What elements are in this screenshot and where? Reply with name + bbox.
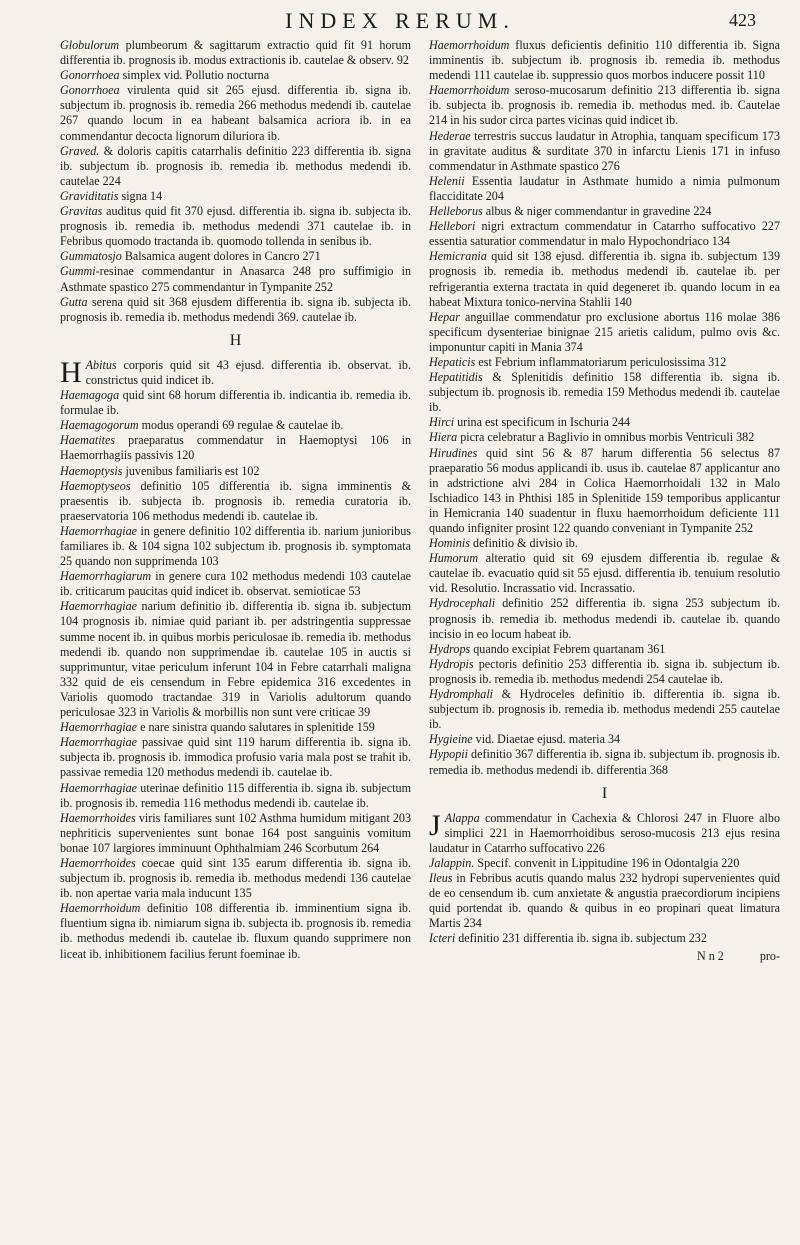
index-entry: [429, 657, 780, 687]
index-entry: [60, 355, 411, 389]
entry-text: alteratio quid sit 69 ejusdem differentia ib. regulae & cautelae ib. evacuatio quid sit 55 ejusd. differentia ib. tenuium resolutio vid. Resolutio. Incrassatio vid. Incrassatio.: [429, 551, 780, 596]
entry-headword: Haemagogorum: [60, 418, 139, 433]
index-entry: [429, 355, 780, 370]
entry-headword: Hirci: [429, 415, 455, 430]
entry-text: definitio 108 differentia ib. imminentium signa ib. fluentium signa ib. nimiarum signa ib. subjecta ib. prognosis ib. remedia ib. methodus medendi ib. cautelae ib. fluxum quando supprimere non liceat ib. inhibitionem facilius ferunt foeminae ib.: [60, 901, 411, 961]
entry-headword: Hydropis: [429, 656, 474, 671]
index-entry: [429, 249, 780, 309]
entry-text: coecae quid sint 135 earum differentia ib. signa ib. subjectum ib. prognosis ib. remedia ib. methodus medendi 136 cautelae ib. non apertae varia mala inducunt 135: [60, 855, 411, 901]
entry-headword: Haemorrhoidum: [429, 38, 510, 52]
entry-text: terrestris succus laudatur in Atrophia, tanquam specificum 173 in gravitate auditus & surditate 370 in infarctu Lienis 171 in infuso commendatur in Asthmate spastico 276: [429, 128, 780, 173]
entry-headword: Graved.: [60, 143, 100, 158]
entry-text: picra celebratur a Baglivio in omnibus morbis Ventriculi 382: [457, 430, 755, 445]
entry-headword: Gravitas: [60, 204, 103, 219]
entry-headword: Hiera: [429, 430, 458, 445]
entry-text: quando excipiat Febrem quartanam 361: [470, 641, 666, 656]
entry-text: plumbeorum & sagittarum extractio quid fit 91 horum differentia ib. prognosis ib. modus extractionis ib. cautelae & observ. 92: [60, 38, 411, 68]
index-entry: [60, 781, 411, 811]
entry-text: in Febribus acutis quando malus 232 hydropi supervenientes quid de eo censendum ib. cum anxietate & angustia praecordiorum incipiens quid portendat ib. quando & quibus in eo propinari queat limatura Martis 234: [429, 871, 780, 931]
entry-text: & Splenitidis definitio 158 differentia ib. signa ib. subjectum ib. prognosis ib. remedia 159 Methodus medendi ib. cautelae ib.: [429, 370, 780, 415]
entry-text: anguillae commendatur pro exclusione abortus 116 molae 386 specificum dysenteriae binignae 215 arietis calidum, pulmo ovis &c. imponuntur capiti in Mania 374: [429, 309, 780, 354]
entry-headword: Alappa: [444, 810, 480, 825]
entry-headword: Hellebori: [429, 219, 476, 234]
entry-text: nigri extractum commendatur in Catarrho suffocativo 227 essentia saturatior commendatur in malo Hypochondriaco 134: [429, 219, 780, 249]
entry-headword: Hydromphali: [429, 687, 494, 702]
index-entry: [429, 642, 780, 657]
entry-headword: Haemorrhoidum: [429, 83, 510, 98]
index-entry: [429, 871, 780, 931]
index-entry: [429, 446, 780, 537]
entry-text: commendatur in Cachexia & Chlorosi 247 in Fluore albo simplici 221 in Haemorrhoidibus seroso-mucosis 213 ejus resina laudatur in Catarrho suffocativo 226: [429, 810, 780, 855]
index-entry: [60, 418, 411, 433]
index-entry: [60, 735, 411, 780]
entry-text: juvenibus familiaris est 102: [122, 463, 260, 478]
entry-headword: Gonorrhoea: [60, 68, 120, 83]
entry-headword: Haemorrhoides: [60, 855, 136, 870]
index-entry: [60, 901, 411, 961]
index-entry: [429, 219, 780, 249]
index-entry: [429, 204, 780, 219]
entry-headword: Icteri: [429, 931, 456, 946]
index-entry: [429, 732, 780, 747]
index-entry: [60, 295, 411, 325]
entry-text: passivae quid sint 119 harum differentia ib. signa ib. subjecta ib. prognosis ib. immodica profusio varia mala post se trahit ib. passivae remedia 120 methodus medendi ib. cautelae ib.: [60, 735, 411, 780]
entry-text: & Hydroceles definitio ib. differentia ib. signa ib. subjectum ib. prognosis ib. remedia ib. methodus medendi 255 cautelae ib.: [429, 687, 780, 732]
entry-text: e nare sinistra quando salutares in splenitide 159: [137, 720, 375, 735]
entry-headword: Graviditatis: [60, 188, 119, 203]
entry-headword: Globulorum: [60, 38, 120, 52]
entry-headword: Gummi: [60, 264, 96, 279]
index-entry: [429, 808, 780, 856]
entry-headword: Hominis: [429, 536, 470, 551]
entry-text: -resinae commendantur in Anasarca 248 pro suffimigio in Asthmate spastico 275 commendantur in Tympanite 252: [60, 264, 411, 294]
entry-headword: Haemagoga: [60, 388, 120, 403]
entry-text: definitio 367 differentia ib. signa ib. subjectum ib. prognosis ib. remedia ib. methodus medendi ib. differentia 368: [429, 747, 780, 777]
index-entry: [60, 189, 411, 204]
index-entry: [429, 430, 780, 445]
entry-headword: Hepar: [429, 309, 460, 324]
entry-headword: Hirudines: [429, 445, 478, 460]
entry-headword: Haemorrhagiarum: [60, 569, 152, 584]
entry-text: quid sit 138 ejusd. differentia ib. signa ib. subjectum 139 prognosis ib. remedia ib. methodus medendi ib. cautelae ib. per refrigerantia externa tractata in quid degeneret ib. quando locum in ea habeat Mixtura tonico-nervina Stahlii 140: [429, 249, 780, 309]
entry-text: quid sint 68 horum differentia ib. indicantia ib. remedia ib. formulae ib.: [60, 388, 411, 418]
drop-cap: H: [60, 355, 82, 389]
entry-text: pectoris definitio 253 differentia ib. signa ib. subjectum ib. prognosis ib. remedia ib. methodus medendi 254 cautelae ib.: [429, 656, 780, 686]
entry-text: narium definitio ib. differentia ib. signa ib. subjectum 104 prognosis ib. nimiae quid pariant ib. per adstringentia suppressae summe nocent ib. in quibus morbis periculosae ib. remedia ib. methodus medendi ib. quando non supprimendae ib. cautelae 105 in auctis si supprimuntur, vitae periculum inferunt 104 in Febre catarrhali maligna 332 quid de eis censendum in Febre epidemica 316 excedentes in Variolis quomodo tractandae 319 in Variolis adultorum quando periculosae 323 in Variolis & morbillis non sunt vere criticae 39: [60, 599, 411, 720]
entry-headword: Helleborus: [429, 204, 483, 219]
entry-headword: Humorum: [429, 551, 479, 566]
index-entry: [60, 569, 411, 599]
index-entry: [60, 249, 411, 264]
entry-text: uterinae definitio 115 differentia ib. signa ib. subjectum ib. prognosis ib. remedia 116 methodus medendi ib. cautelae ib.: [60, 780, 411, 810]
entry-text: urina est specificum in Ischuria 244: [454, 415, 631, 430]
section-letter: H: [229, 331, 242, 349]
entry-text: corporis quid sit 43 ejusd. differentia ib. observat. ib. constrictus quid indicet ib.: [85, 357, 411, 387]
entry-headword: Haemorrhoides: [60, 810, 136, 825]
index-entry: [60, 599, 411, 720]
catchword: pro-: [759, 948, 780, 963]
entry-headword: Haemorrhagiae: [60, 599, 138, 614]
index-entry: [429, 129, 780, 174]
index-entry: [60, 811, 411, 856]
entry-text: quid sint 56 & 87 harum differentia 56 selectus 87 praeparatio 56 modus applicandi ib. usus ib. cautelae 87 applicantur ano in adstrictione alvi 284 in Colica Haemorrhoidali 132 in Malo Ischiadico 143 in Phthisi 185 in Splenitide 159 temporibus applicantur in Hemicrania 140 suadentur in fluxu haemorrhoidum deficiente 111 quando infigniter prosint 122 quando conveniant in Tympanite 252: [429, 445, 780, 535]
entry-headword: Haemorrhoidum: [60, 901, 141, 916]
entry-headword: Haemorrhagiae: [60, 720, 138, 735]
page-footer: [429, 949, 780, 964]
index-entry: [60, 388, 411, 418]
index-entry: [60, 479, 411, 524]
index-entry: [60, 856, 411, 901]
entry-headword: Haemorrhagiae: [60, 523, 138, 538]
entry-headword: Ileus: [429, 871, 453, 886]
index-entry: [60, 68, 411, 83]
right-column: [429, 38, 780, 1238]
index-entry: [429, 310, 780, 355]
left-column: [60, 38, 411, 1238]
index-entry: [60, 524, 411, 569]
entry-headword: Haemoptyseos: [60, 478, 131, 493]
entry-headword: Hygieine: [429, 732, 473, 747]
entry-headword: Hydrops: [429, 641, 471, 656]
index-entry: [429, 856, 780, 871]
entry-headword: Hypopii: [429, 747, 468, 762]
entry-text: est Febrium inflammatoriarum periculosissima 312: [475, 354, 727, 369]
entry-text: seroso-mucosarum definitio 213 differentia ib. signa ib. subjecta ib. prognosis ib. remedia ib. methodus med. ib. Cautelae 214 in his sudor circa partes vicinas quid indicet ib.: [429, 83, 780, 128]
drop-cap: J: [429, 808, 441, 842]
entry-headword: Haemorrhagiae: [60, 780, 138, 795]
entry-text: virulenta quid sit 265 ejusd. differentia ib. signa ib. subjectum ib. prognosis ib. remedia 266 methodus medendi ib. cautelae 267 quando locum in ea habeant balsamica acriora ib. in ea commendantur decocta lignorum diluriora ib.: [60, 83, 411, 143]
entry-text: in genere definitio 102 differentia ib. narium junioribus familiares ib. & 104 signa 102 subjectum ib. prognosis ib. symptomata 25 quando non supprimenda 103: [60, 523, 411, 569]
index-entry: [429, 83, 780, 128]
entry-text: & doloris capitis catarrhalis definitio 223 differentia ib. signa ib. subjectum ib. prognosis ib. remedia ib. methodus medendi ib. cautelae 224: [60, 143, 411, 188]
entry-headword: Haemorrhagiae: [60, 735, 138, 750]
entry-headword: Gutta: [60, 294, 88, 309]
index-entry: [60, 204, 411, 249]
page-number: 423: [729, 10, 756, 30]
index-entry: [60, 433, 411, 463]
entry-text: vid. Diaetae ejusd. materia 34: [472, 732, 621, 747]
page-title: INDEX RERUM.: [285, 8, 515, 33]
entry-headword: Gummatosjo: [60, 249, 122, 264]
entry-headword: Gonorrhoea: [60, 83, 120, 98]
entry-text: simplex vid. Pollutio nocturna: [119, 68, 270, 83]
entry-headword: Hepatitidis: [429, 370, 483, 385]
index-entry: [429, 370, 780, 415]
index-entry: [60, 144, 411, 189]
entry-text: definitio 231 differentia ib. signa ib. subjectum 232: [455, 931, 707, 946]
entry-text: fluxus deficientis definitio 110 differentia ib. Signa imminentis ib. subjectum ib. prognosis ib. remedia ib. methodus medendi 111 cautelae ib. suppressio quos morbos inducere possit 110: [429, 38, 780, 83]
entry-text: definitio 105 differentia ib. signa imminentis & praesentis ib. subjecta ib. prognosis ib. remedia curatoria ib. praeservatoria 106 methodus medendi ib. cautelae ib.: [60, 478, 411, 523]
entry-text: Balsamica augent dolores in Cancro 271: [121, 249, 321, 264]
section-letter: I: [601, 784, 608, 802]
index-entry: [60, 38, 411, 68]
entry-text: serena quid sit 368 ejusdem differentia ib. signa ib. subjecta ib. prognosis ib. remedia ib. methodus medendi 369. cautelae ib.: [60, 294, 411, 324]
entry-text: praeparatus commendatur in Haemoptysi 106 in Haemorrhagiis passivis 120: [60, 433, 411, 463]
index-entry: [429, 747, 780, 777]
index-entry: [60, 720, 411, 735]
index-entry: [429, 174, 780, 204]
entry-headword: Abitus: [85, 357, 117, 372]
index-entry: [429, 38, 780, 83]
entry-text: definitio & divisio ib.: [470, 536, 578, 551]
entry-headword: Haematites: [60, 433, 116, 448]
index-entry: [429, 596, 780, 641]
entry-text: signa 14: [118, 188, 163, 203]
index-entry: [60, 83, 411, 143]
entry-text: Specif. convenit in Lippitudine 196 in Odontalgia 220: [474, 855, 740, 870]
entry-text: albus & niger commendantur in gravedine 224: [482, 204, 712, 219]
signature-mark: N n 2: [696, 948, 724, 963]
entry-headword: Haemoptysis: [60, 463, 123, 478]
entry-headword: Hederae: [429, 128, 471, 143]
entry-headword: Hepaticis: [429, 354, 476, 369]
entry-text: modus operandi 69 regulae & cautelae ib.: [138, 418, 344, 433]
index-columns: [60, 38, 780, 1238]
entry-text: in genere cura 102 methodus medendi 103 cautelae ib. criticarum paucitas quid indicet ib. observat. semioticae 53: [60, 569, 411, 599]
entry-headword: Hydrocephali: [429, 596, 496, 611]
index-entry: [60, 464, 411, 479]
entry-headword: Helenii: [429, 173, 465, 188]
entry-text: auditus quid fit 370 ejusd. differentia ib. signa ib. subjecta ib. prognosis ib. remedia ib. methodus medendi 371 cautelae ib. in Febribus quomodo tractanda ib. quomodo tollenda in senibus ib.: [60, 204, 411, 249]
entry-headword: Jalappin.: [429, 855, 475, 870]
entry-text: viris familiares sunt 102 Asthma humidum mitigant 203 nephriticis supervenientes sunt bonae 164 post sanguinis vomitum bonae 107 largiores imminuunt Ophthalmiam 246 Scorbutum 264: [60, 810, 411, 855]
index-entry: [429, 415, 780, 430]
index-entry: [60, 264, 411, 294]
index-entry: [429, 551, 780, 596]
index-entry: [429, 536, 780, 551]
entry-text: definitio 252 differentia ib. signa 253 subjectum ib. prognosis ib. remedia ib. methodus medendi ib. cautelae ib. quando incisio in eo locum habeat ib.: [429, 596, 780, 641]
entry-headword: Hemicrania: [429, 249, 487, 264]
running-header: [0, 6, 800, 38]
entry-text: Essentia laudatur in Asthmate humido a nimia pulmonum flacciditate 204: [429, 173, 780, 203]
index-entry: [429, 931, 780, 946]
index-entry: [429, 687, 780, 732]
